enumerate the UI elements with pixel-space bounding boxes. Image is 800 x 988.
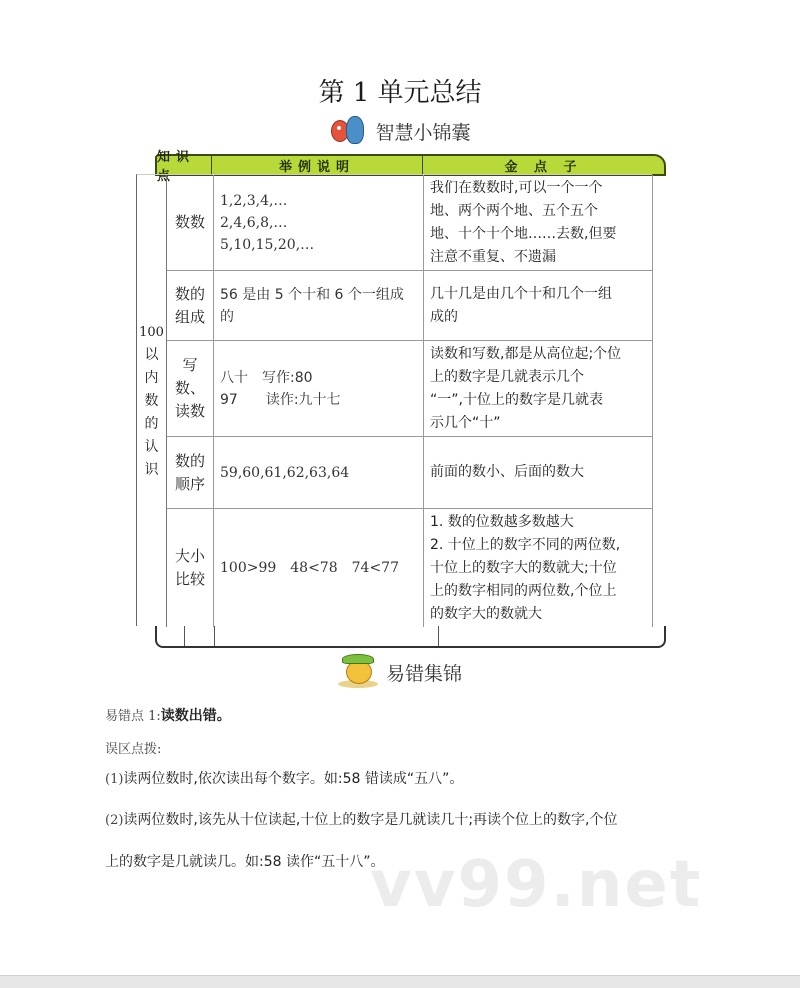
side-label-char: 识: [144, 461, 159, 478]
apple-and-jar-icon: [329, 114, 367, 148]
row-example: 56 是由 5 个十和 6 个一组成 的: [214, 271, 424, 340]
hint-label: 误区点拨:: [105, 742, 162, 757]
side-category-label: [137, 175, 167, 627]
section-errors-label: 易错集锦: [385, 662, 462, 685]
table-row: [167, 341, 653, 437]
row-example: 八十 写作:80 97 读作:九十七: [214, 341, 424, 436]
page-title: 第 1 单元总结: [318, 78, 482, 108]
hint-item-2-continued: 上的数字是几就读几。如:58 读作“五十八”。: [105, 854, 385, 870]
summary-table: [136, 174, 652, 626]
row-topic: 数数: [167, 175, 214, 270]
row-topic: 数的 顺序: [167, 437, 214, 508]
section-wisdom-header: [0, 114, 800, 152]
row-example: 1,2,3,4,… 2,4,6,8,… 5,10,15,20,…: [214, 175, 424, 270]
table-row: [167, 437, 653, 509]
row-tip: 1. 数的位数越多数越大 2. 十位上的数字不同的两位数, 十位上的数字大的数就大;十位 上的数字相同的两位数,个位上 的数字大的数就大: [424, 509, 653, 627]
side-label-char: 认: [144, 438, 159, 455]
row-topic: 大小 比较: [167, 509, 214, 627]
side-label-char: 的: [144, 415, 159, 432]
cartoon-character-icon: [338, 654, 378, 690]
row-example: 59,60,61,62,63,64: [214, 437, 424, 508]
side-label-char: 以: [144, 346, 159, 363]
side-label-char: 内: [144, 369, 159, 386]
row-topic: 写 数、 读数: [167, 341, 214, 436]
row-tip: 我们在数数时,可以一个一个 地、两个两个地、五个五个 地、十个十个地……去数,但要 注意不重复、不遗漏: [424, 175, 653, 270]
section-errors-header: [0, 654, 800, 694]
row-tip: 读数和写数,都是从高位起;个位 上的数字是几就表示几个 “一”,十位上的数字是几就表 示几个“十”: [424, 341, 653, 436]
table-bottom-bracket: [155, 626, 666, 648]
header-example: 举例说明: [212, 156, 423, 174]
bottom-scroll-bar: [0, 975, 800, 988]
side-label-char: 数: [144, 392, 159, 409]
table-row: [167, 509, 653, 627]
watermark: vv99.net: [370, 848, 703, 922]
section-wisdom-label: 智慧小锦囊: [375, 121, 471, 144]
row-example: 100>99 48<78 74<77: [214, 509, 424, 627]
error-point-line: 易错点 1:读数出错。: [105, 708, 231, 724]
table-row: [167, 271, 653, 341]
header-golden-tip: 金 点 子: [504, 159, 583, 175]
header-knowledge-point: 知识点: [157, 156, 212, 174]
hint-item-1: (1)读两位数时,依次读出每个数字。如:58 错读成“五八”。: [105, 771, 464, 787]
hint-item-2: (2)读两位数时,该先从十位读起,十位上的数字是几就读几十;再读个位上的数字,个位: [105, 812, 618, 828]
row-tip: 前面的数小、后面的数大: [424, 437, 653, 508]
row-tip: 几十几是由几个十和几个一组 成的: [424, 271, 653, 340]
table-row: [167, 175, 653, 271]
row-topic: 数的 组成: [167, 271, 214, 340]
table-header-bar: [155, 150, 666, 184]
side-label-number: 100: [139, 324, 164, 340]
